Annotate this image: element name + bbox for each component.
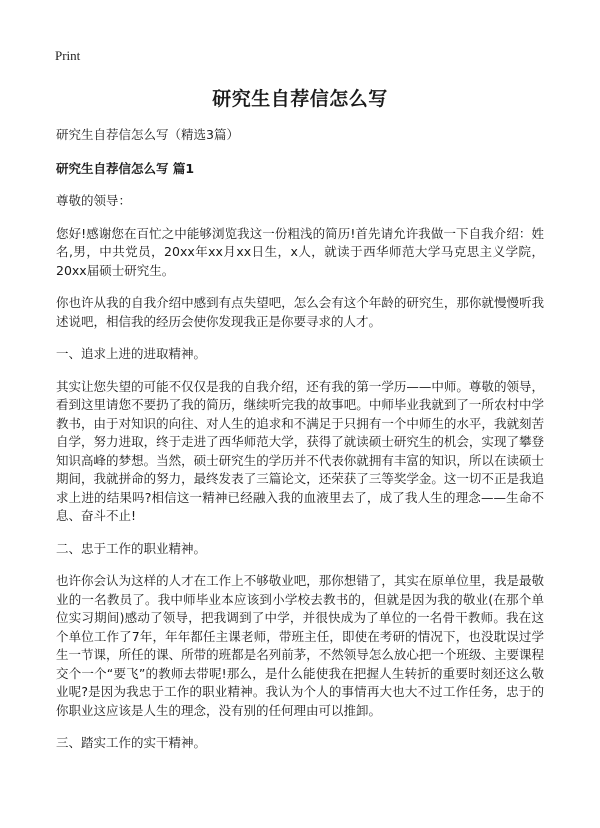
section-heading: 研究生自荐信怎么写 篇1: [56, 161, 195, 176]
paragraph-introduction: 您好!感谢您在百忙之中能够浏览我这一份粗浅的简历!首先请允许我做一下自我介绍：姓名,男，中共党员，20xx年xx月xx日生，x人，就读于西华师范大学马克思主义学院，20xx届硕士研究生。: [56, 225, 544, 278]
print-link[interactable]: Print: [55, 48, 81, 63]
point-heading-2: 二、忠于工作的职业精神。: [56, 540, 207, 556]
salutation: 尊敬的领导：: [56, 193, 132, 208]
point-heading-3: 三、踏实工作的实干精神。: [56, 735, 207, 750]
paragraph-point-2: 也许你会认为这样的人才在工作上不够敬业吧，那你想错了，其实在原单位里，我是最敬业的一名教员了。我中师毕业本应该到小学校去教书的，但就是因为我的敬业(在那个单位实习期间)感动了领导，把我调到了中学，并很快成为了单位的一名骨干教师。我在这个单位工作了7年，年年都任主课老师，带班主任，即使在考研的情况下，也没耽误过学生一节课，所任的课、所带的班都是名列前茅，不然领导怎么放心把一个班级、主要课程交个一个“要飞”的教师去带呢!那么，是什么能使我在把握人生转折的重要时刻还这么敬业呢?是因为我忠于工作的职业精神。我认为个人的事情再大也大不过工作任务，忠于的你职业这应该是人生的理念，没有别的任何理由可以推卸。: [56, 573, 544, 718]
document-title: 研究生自荐信怎么写: [212, 88, 388, 110]
document-subtitle: 研究生自荐信怎么写（精选3篇）: [56, 127, 239, 142]
paragraph-explanation: 你也许从我的自我介绍中感到有点失望吧，怎么会有这个年龄的研究生，那你就慢慢听我述说吧，相信我的经历会使你发现我正是你要寻求的人才。: [56, 295, 544, 329]
paragraph-point-1: 其实让您失望的可能不仅仅是我的自我介绍，还有我的第一学历——中师。尊敬的领导，看到这里请您不要扔了我的简历，继续听完我的故事吧。中师毕业我就到了一所农村中学教书，由于对知识的向往、对人生的追求和不满足于只拥有一个中师生的水平，我就刻苦自学，努力进取，终于走进了西华师范大学，获得了就读硕士研究生的机会，实现了攀登知识高峰的梦想。当然，硕士研究生的学历并不代表你就拥有丰富的知识，所以在读硕士期间，我就拼命的努力，最终发表了三篇论文，还荣获了三等奖学金。这一切不正是我追求上进的结果吗?相信这一精神已经融入我的血液里去了，成了我人生的理念——生命不息、奋斗不止!: [56, 378, 544, 523]
point-heading-1: 一、追求上进的进取精神。: [56, 346, 207, 361]
